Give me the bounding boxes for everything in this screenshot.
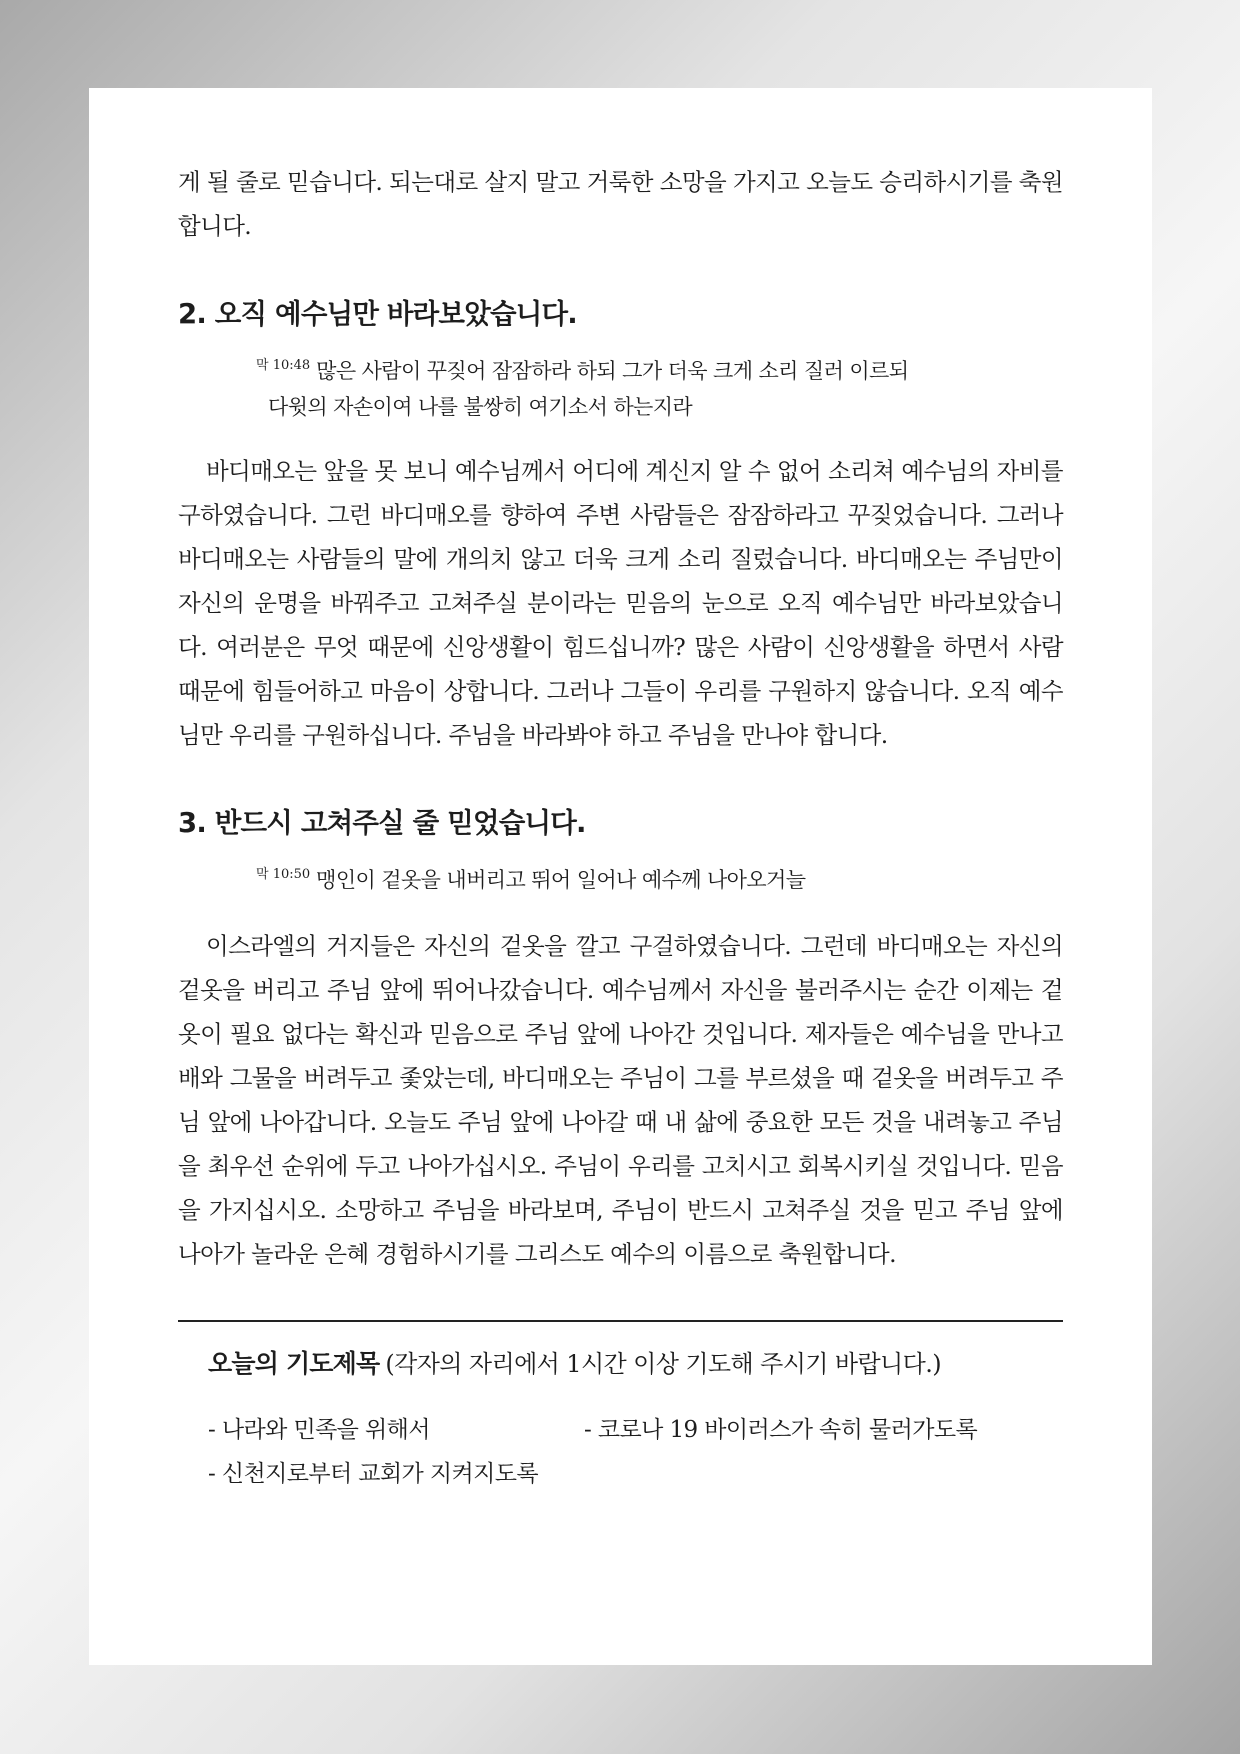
section3-heading: 3. 반드시 고쳐주실 줄 믿었습니다. xyxy=(178,807,586,839)
prayer-item: - 신천지로부터 교회가 지켜지도록 xyxy=(208,1461,538,1487)
prayer-title: 오늘의 기도제목 xyxy=(208,1349,380,1378)
prayer-item: - 코로나 19 바이러스가 속히 물러가도록 xyxy=(584,1417,978,1443)
prayer-list xyxy=(208,1410,1063,1494)
prayer-box xyxy=(178,1344,1063,1494)
section-divider xyxy=(178,1320,1063,1322)
section3-verse-line1: 맹인이 겉옷을 내버리고 뛰어 일어나 예수께 나아오거늘 xyxy=(316,868,806,892)
section2-verse-line2: 다윗의 자손이여 나를 불쌍히 여기소서 하는지라 xyxy=(268,395,693,419)
section3-body-paragraph: 이스라엘의 거지들은 자신의 겉옷을 깔고 구걸하였습니다. 그런데 바디매오는 자신의 겉옷을 버리고 주님 앞에 뛰어나갔습니다. 예수님께서 자신을 불러주시는 순간 이제는 겉옷이 필요 없다는 확신과 믿음으로 주님 앞에 나아간 것입니다. 제자들은 예수님을 만나고 배와 그물을 버려두고 좇았는데, 바디매오는 주님이 그를 부르셨을 때 겉옷을 버려두고 주님 앞에 나아갑니다. 오늘도 주님 앞에 나아갈 때 내 삶에 중요한 모든 것을 내려놓고 주님을 최우선 순위에 두고 나아가십시오. 주님이 우리를 고치시고 회복시키실 것입니다. 믿음을 가지십시오. 소망하고 주님을 바라보며, 주님이 반드시 고쳐주실 것을 믿고 주님 앞에 나아가 놀라운 은혜 경험하시기를 그리스도 예수의 이름으로 축원합니다. xyxy=(178,932,1063,1268)
section2-heading: 2. 오직 예수님만 바라보았습니다. xyxy=(178,298,577,330)
section2-verse-line1: 많은 사람이 꾸짖어 잠잠하라 하되 그가 더욱 크게 소리 질러 이르되 xyxy=(316,359,909,383)
page-content xyxy=(178,160,1063,1494)
prayer-title-line xyxy=(208,1344,1063,1384)
document-page xyxy=(89,88,1152,1665)
section2-verse xyxy=(256,348,1063,425)
prayer-subtitle: (각자의 자리에서 1시간 이상 기도해 주시기 바랍니다.) xyxy=(385,1350,942,1378)
section2-body-paragraph: 바디매오는 앞을 못 보니 예수님께서 어디에 계신지 알 수 없어 소리쳐 예수님의 자비를 구하였습니다. 그런 바디매오를 향하여 주변 사람들은 잠잠하라고 꾸짖었습니다. 그러나 바디매오는 사람들의 말에 개의치 않고 더욱 크게 소리 질렀습니다. 바디매오는 주님만이 자신의 운명을 바꿔주고 고쳐주실 분이라는 믿음의 눈으로 오직 예수님만 바라보았습니다. 여러분은 무엇 때문에 신앙생활이 힘드십니까? 많은 사람이 신앙생활을 하면서 사람 때문에 힘들어하고 마음이 상합니다. 그러나 그들이 우리를 구원하지 않습니다. 오직 예수님만 우리를 구원하십니다. 주님을 바라봐야 하고 주님을 만나야 합니다. xyxy=(178,457,1063,749)
section1-closing-paragraph: 게 될 줄로 믿습니다. 되는대로 살지 말고 거룩한 소망을 가지고 오늘도 승리하시기를 축원합니다. xyxy=(178,168,1063,240)
section2-verse-reference: 막 10:48 xyxy=(256,358,311,373)
section3-verse-reference: 막 10:50 xyxy=(256,867,311,882)
prayer-item: - 나라와 민족을 위해서 xyxy=(208,1417,430,1443)
section3-verse xyxy=(256,857,1063,898)
